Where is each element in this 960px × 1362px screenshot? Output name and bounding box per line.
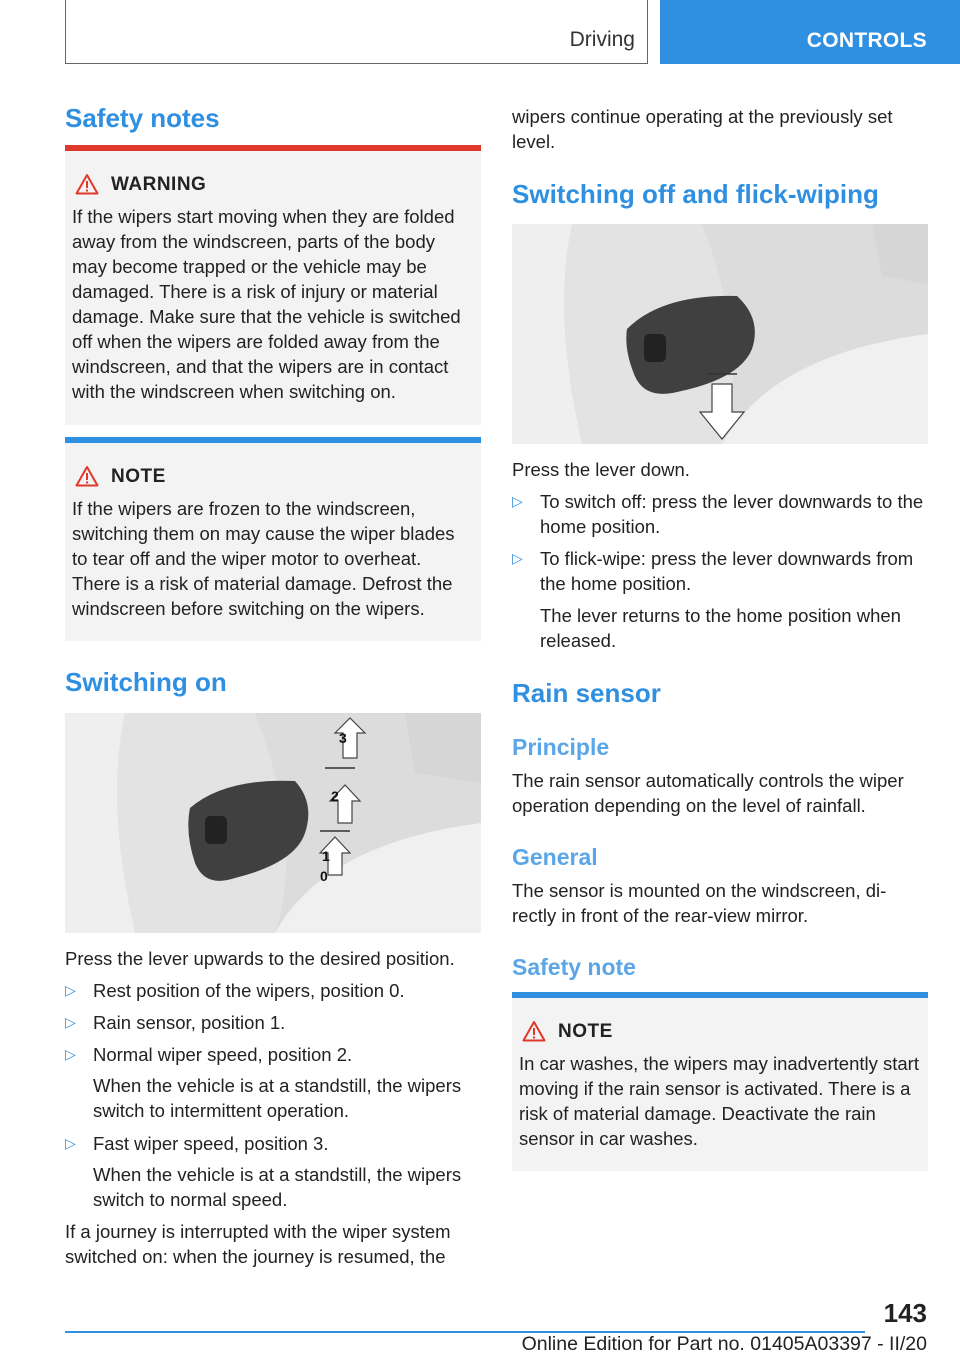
- note-label: NOTE: [111, 466, 166, 487]
- warning-label: WARNING: [111, 174, 207, 195]
- bullet-triangle-icon: ▷: [65, 1046, 76, 1062]
- flick-wiping-heading: Switching off and flick-wiping: [512, 179, 879, 209]
- position-2-detail: When the vehicle is at a standstill, the wipers switch to intermittent operation.: [93, 1075, 462, 1121]
- wiper-lever-positions-figure: [65, 713, 481, 933]
- wiper-lever-down-illustration: [512, 224, 928, 444]
- switching-on-intro: Press the lever upwards to the desired position.: [65, 948, 455, 969]
- principle-text: The rain sensor automatically controls the wiper operation depending on the level of rainfall.: [512, 770, 904, 816]
- safety-notes-heading: Safety notes: [65, 103, 220, 133]
- position-2-label: 2: [331, 788, 339, 804]
- note-text: In car washes, the wipers may inadvertently start moving if the rain sensor is activated. There is a risk of material damage. Deactivate the rain sensor in car washes.: [519, 1053, 919, 1149]
- warning-text: If the wipers start moving when they are folded away from the windscreen, parts of the body may become trapped or the vehicle may be damaged. There is a risk of injury or material damage. Make sure that the vehicle is switched off when the wipers are folded away from the windscreen, and that the wipers are in contact with the windscreen when switching on.: [72, 206, 461, 402]
- rain-note-box: [512, 992, 928, 1171]
- page-number: 143: [883, 1298, 927, 1328]
- note-label: NOTE: [558, 1021, 613, 1042]
- footer-edition: Online Edition for Part no. 01405A03397 - II/20: [521, 1333, 927, 1355]
- header-section: Driving: [569, 28, 635, 51]
- continued-paragraph: wipers continue operating at the previously set level.: [512, 106, 893, 152]
- wiper-lever-illustration: [65, 713, 481, 933]
- warning-triangle-icon: [75, 465, 99, 487]
- header-chapter-tab: CONTROLS: [660, 0, 960, 64]
- journey-paragraph: If a journey is interrupted with the wiper system switched on: when the journey is resumed, the: [65, 1221, 451, 1267]
- flick-wipe-detail: The lever returns to the home position when released.: [540, 605, 901, 651]
- position-3-label: 3: [339, 730, 347, 746]
- bullet-triangle-icon: ▷: [512, 493, 523, 509]
- note-box: [65, 437, 481, 641]
- press-down-text: Press the lever down.: [512, 459, 690, 480]
- switching-on-heading: Switching on: [65, 667, 227, 697]
- bullet-triangle-icon: ▷: [512, 550, 523, 566]
- position-1-label: 1: [322, 848, 330, 864]
- principle-heading: Principle: [512, 734, 610, 760]
- warning-triangle-icon: [75, 173, 99, 195]
- safety-note-heading: Safety note: [512, 954, 636, 980]
- bullet-triangle-icon: ▷: [65, 1014, 76, 1030]
- bullet-triangle-icon: ▷: [65, 1135, 76, 1151]
- note-bar: [512, 992, 928, 998]
- rain-sensor-heading: Rain sensor: [512, 678, 661, 708]
- header-section-box: [65, 0, 648, 64]
- position-3-detail: When the vehicle is at a standstill, the wipers switch to normal speed.: [93, 1164, 462, 1210]
- note-bar: [65, 437, 481, 443]
- wiper-lever-down-figure: [512, 224, 928, 444]
- general-heading: General: [512, 844, 598, 870]
- general-text: The sensor is mounted on the windscreen, di-rectly in front of the rear-view mirror.: [512, 880, 887, 926]
- warning-triangle-icon: [522, 1020, 546, 1042]
- note-text: If the wipers are frozen to the windscreen, switching them on may cause the wiper blades to tear off and the wiper motor to overheat. There is a risk of material damage. Defrost the windscreen before switching on the wipers.: [72, 498, 455, 619]
- bullet-triangle-icon: ▷: [65, 982, 76, 998]
- warning-box: [65, 145, 481, 425]
- warning-bar: [65, 145, 481, 151]
- position-0-label: 0: [320, 868, 328, 884]
